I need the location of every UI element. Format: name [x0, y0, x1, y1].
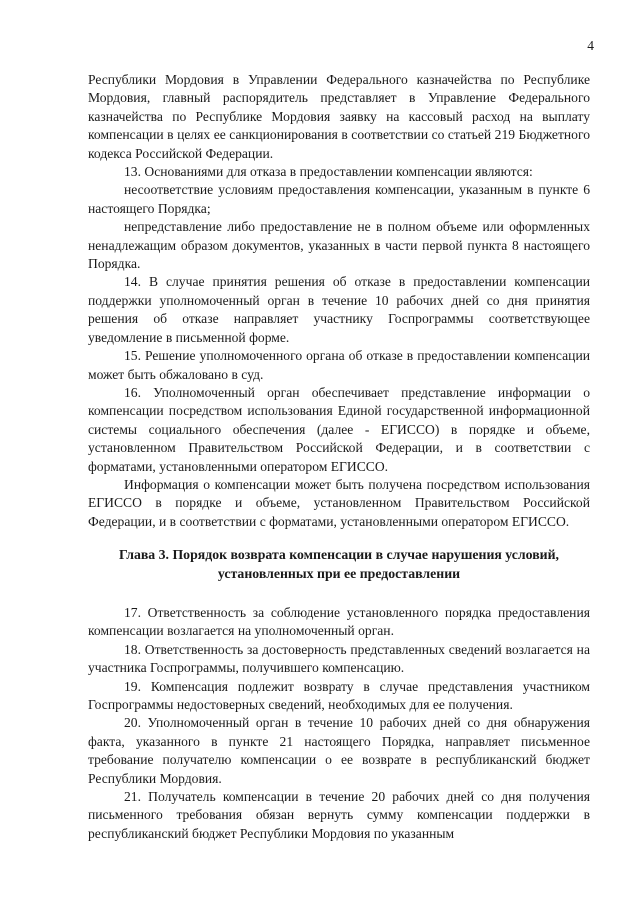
- chapter-heading-line: установленных при ее предоставлении: [217, 566, 461, 581]
- paragraph: 16. Уполномоченный орган обеспечивает представление информации о компенсации посредством использования Единой государственной информационной системы социального обеспечения (далее - ЕГИССО) в порядке и объеме, установленном Правительством Российской Федерации, и в соответствии с форматами, установленными оператором ЕГИССО.: [88, 384, 590, 474]
- text-block-bottom: [88, 604, 590, 843]
- page-number: 4: [587, 38, 594, 53]
- paragraph: 21. Получатель компенсации в течение 20 рабочих дней со дня получения письменного требования обязан вернуть сумму компенсации поддержки в республиканский бюджет Республики Мордовия по указанным: [88, 789, 590, 841]
- paragraph: 15. Решение уполномоченного органа об отказе в предоставлении компенсации может быть обжаловано в суд.: [88, 348, 590, 382]
- paragraph: несоответствие условиям предоставления компенсации, указанным в пункте 6 настоящего Порядка;: [88, 182, 590, 216]
- paragraph: 14. В случае принятия решения об отказе в предоставлении компенсации поддержки уполномоченный орган в течение 10 рабочих дней со дня принятия решения об отказе направляет участнику Госпрограммы соответствующее уведомление в письменной форме.: [88, 274, 590, 345]
- paragraph: 18. Ответственность за достоверность представленных сведений возлагается на участника Госпрограммы, получившего компенсацию.: [88, 641, 590, 676]
- paragraph: 19. Компенсация подлежит возврату в случае представления участником Госпрограммы недостоверных сведений, необходимых для ее получения.: [88, 678, 590, 713]
- paragraph: 13. Основаниями для отказа в предоставлении компенсации являются:: [124, 164, 533, 180]
- paragraph: 20. Уполномоченный орган в течение 10 рабочих дней со дня обнаружения факта, указанного в пункте 21 настоящего Порядка, направляет письменное требование получателю компенсации о ее возврате в республиканский бюджет Республики Мордовия.: [88, 715, 590, 786]
- text-block-top: [88, 71, 590, 531]
- paragraph: Информация о компенсации может быть получена посредством использования ЕГИССО в порядке и объеме, установленном Правительством Российской Федерации, и в соответствии с форматами, установленными оператором ЕГИССО.: [88, 476, 590, 529]
- paragraph: непредставление либо предоставление не в полном объеме или оформленных ненадлежащим образом документов, указанных в части первой пункта 8 настоящего Порядка.: [88, 219, 590, 272]
- paragraph: Республики Мордовия в Управлении Федерального казначейства по Республике Мордовия, главный распорядитель представляет в Управление Федерального казначейства по Республике Мордовия заявку на кассовый расход на выплату компенсации в целях ее санкционирования в соответствии со статьей 219 Бюджетного кодекса Российской Федерации.: [88, 72, 590, 161]
- paragraph: 17. Ответственность за соблюдение установленного порядка предоставления компенсации возлагается на уполномоченный орган.: [88, 605, 590, 639]
- chapter-heading-line: Глава 3. Порядок возврата компенсации в случае нарушения условий,: [119, 547, 559, 562]
- chapter-heading: [88, 545, 590, 583]
